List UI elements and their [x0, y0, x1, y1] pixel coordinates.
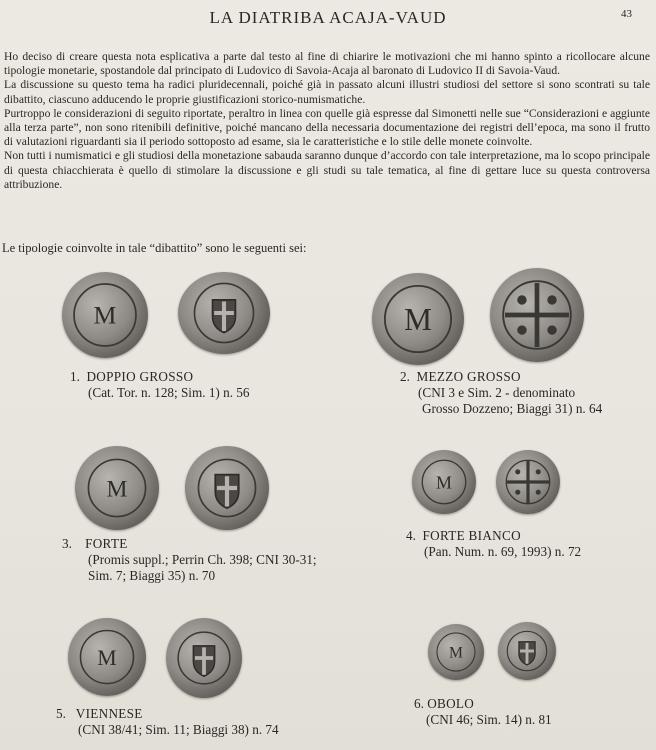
coin-6-reverse-image	[498, 622, 556, 680]
intro-paragraph: Ho deciso di creare questa nota esplicativa a parte dal testo al fine di chiarire le motivazioni che mi hanno spinto a ricollocare alcune tipologie monetarie, spostandole dal principato di Ludovico di Savoia-Acaja al baronato di Ludovico II di Savoia-Vaud.	[4, 50, 650, 78]
intro-paragraph: La discussione su questo tema ha radici pluridecennali, poiché già in passato alcuni illustri studiosi del settore si sono scontrati su tale dibattito, ciascuno adducendo le proprie giustificazioni storico-numismatiche.	[4, 78, 650, 106]
svg-text:M: M	[436, 472, 452, 493]
coin-4-obverse-image	[412, 450, 476, 514]
coin-3-obverse-image	[75, 446, 159, 530]
coin-6-caption	[414, 696, 552, 728]
coin-3-reverse-image	[185, 446, 269, 530]
intro-paragraph: Purtroppo le considerazioni di seguito riportate, peraltro in linea con quelle già espresse dal Simonetti nelle sue “Considerazioni e aggiunte alla terza parte”, non sono ritenibili definitive, poiché mancano della necessaria documentazione dei registri dell’epoca, ma sono il frutto di valutazioni riguardanti sia il periodo sottoposto ad esame, sia le caratteristiche e lo stile delle monete coinvolte.	[4, 106, 650, 149]
coin-3-number: 3.	[62, 536, 72, 551]
coin-2-caption	[400, 369, 602, 417]
intro-text	[4, 50, 650, 192]
coin-3-name: FORTE	[85, 536, 128, 551]
coin-4-caption	[406, 528, 581, 560]
coin-4-number: 4.	[406, 528, 416, 543]
coin-6-reference: (CNI 46; Sim. 14) n. 81	[426, 712, 552, 727]
svg-text:M: M	[449, 644, 463, 662]
svg-text:M: M	[97, 645, 117, 670]
coin-1-name: DOPPIO GROSSO	[86, 369, 194, 384]
coin-1-obverse-image	[62, 272, 148, 358]
page-title: LA DIATRIBA ACAJA-VAUD	[209, 8, 447, 27]
coin-5-reference: (CNI 38/41; Sim. 11; Biaggi 38) n. 74	[78, 722, 279, 737]
coin-5-obverse-image	[68, 618, 146, 696]
coin-2-reverse-image	[490, 268, 584, 362]
svg-text:M: M	[93, 300, 117, 330]
coin-6-obverse-image	[428, 624, 484, 680]
coin-1-reference: (Cat. Tor. n. 128; Sim. 1) n. 56	[88, 385, 250, 400]
coin-2-obverse-image	[372, 273, 464, 365]
coin-3-reference-line-2: Sim. 7; Biaggi 35) n. 70	[88, 568, 216, 583]
coin-6-number: 6.	[414, 696, 424, 711]
coin-5-name: VIENNESE	[75, 706, 143, 721]
coin-1-reverse-image	[178, 272, 270, 354]
coin-5-number: 5.	[56, 706, 66, 721]
coin-4-reverse-image	[496, 450, 560, 514]
coin-3-reference-line-1: (Promis suppl.; Perrin Ch. 398; CNI 30-31;	[88, 552, 317, 567]
coin-2-number: 2.	[400, 369, 410, 384]
coin-4-name: FORTE BIANCO	[422, 528, 521, 543]
coin-4-reference: (Pan. Num. n. 69, 1993) n. 72	[424, 544, 582, 559]
coin-5-reverse-image	[166, 618, 242, 698]
svg-text:M: M	[404, 302, 432, 338]
lead-sentence: Le tipologie coinvolte in tale “dibattito” sono le seguenti sei:	[2, 241, 307, 255]
coin-1-number: 1.	[70, 369, 80, 384]
intro-paragraph: Non tutti i numismatici e gli studiosi della monetazione sabauda saranno dunque d’accordo con tale interpretazione, ma lo scopo principale di questa chiacchierata è quello di stimolare la discussione e gli studi su tale tematica, al fine di gettare luce su questa controversa attribuzione.	[4, 149, 650, 191]
coin-6-name: OBOLO	[427, 696, 475, 711]
coin-5-caption	[56, 706, 279, 738]
coin-2-name: MEZZO GROSSO	[416, 369, 521, 384]
page-number: 43	[621, 8, 632, 20]
coin-1-caption	[70, 369, 249, 401]
coin-2-reference-line-2: Grosso Dozzeno; Biaggi 31) n. 64	[422, 401, 603, 416]
coin-2-reference-line-1: (CNI 3 e Sim. 2 - denominato	[418, 385, 576, 400]
svg-text:M: M	[106, 476, 128, 503]
coin-3-caption	[62, 536, 317, 584]
